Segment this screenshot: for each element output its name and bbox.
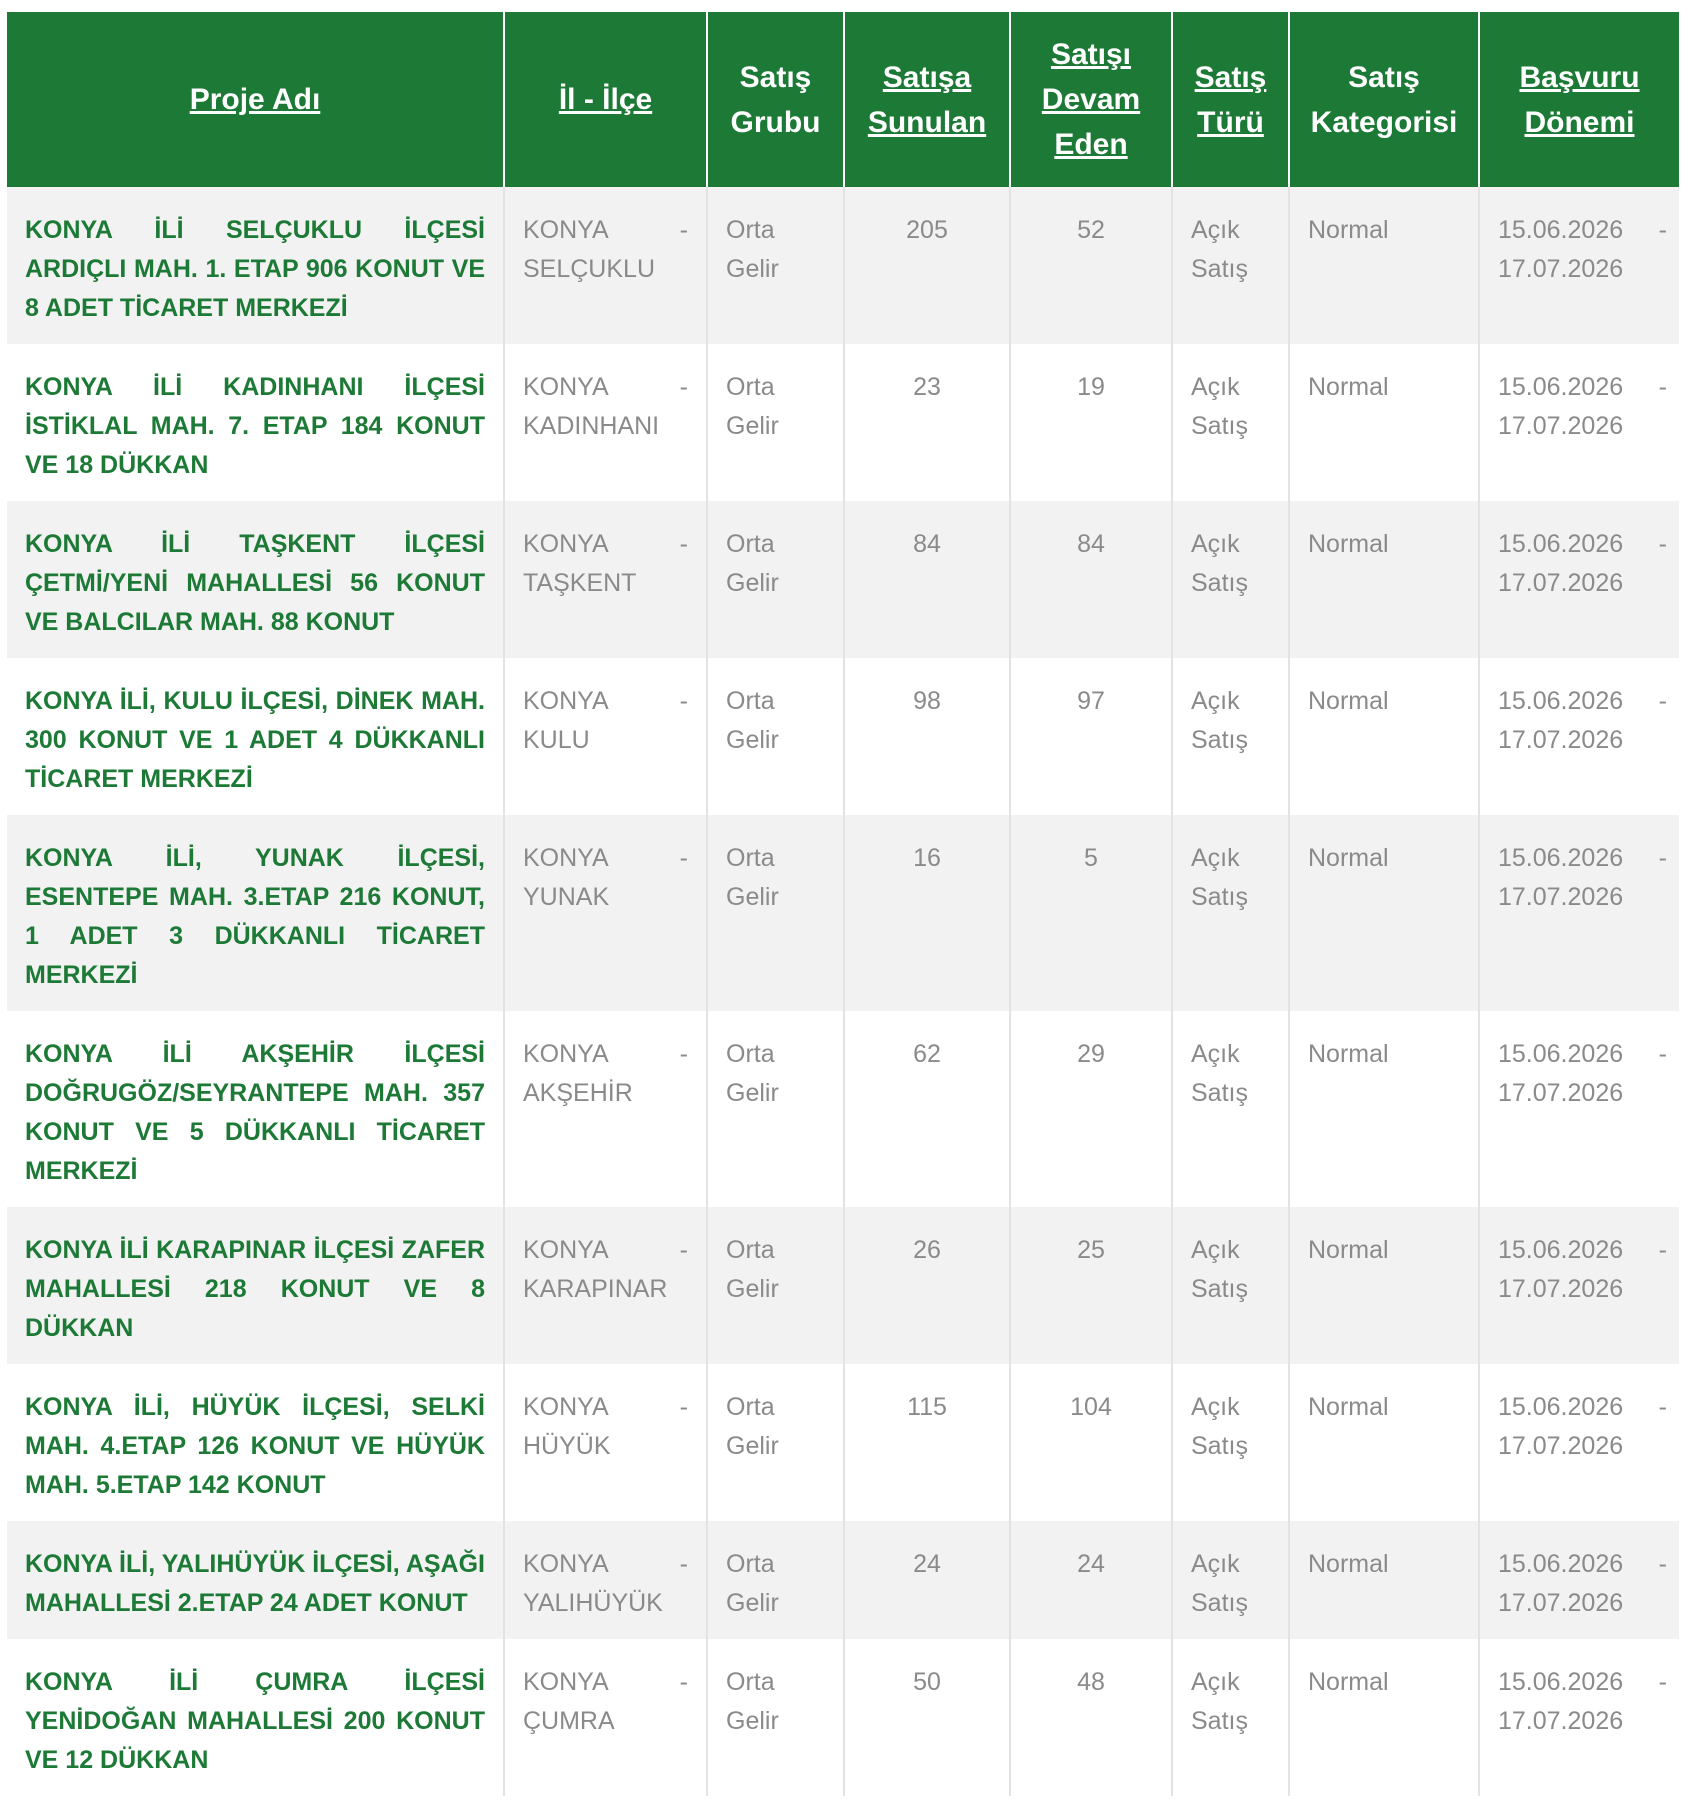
project-name-cell: KONYA İLİ KARAPINAR İLÇESİ ZAFER MAHALLESİ 218 KONUT VE 8 DÜKKAN (7, 1207, 504, 1364)
project-name-cell: KONYA İLİ, KULU İLÇESİ, DİNEK MAH. 300 KONUT VE 1 ADET 4 DÜKKANLI TİCARET MERKEZİ (7, 658, 504, 815)
application-period-cell: 15.06.2026 - 17.07.2026 (1479, 1521, 1679, 1639)
sales-category-cell: Normal (1289, 1639, 1479, 1796)
header-sales-type-label[interactable]: Satış Türü (1194, 60, 1267, 139)
offered-count-cell: 62 (844, 1011, 1010, 1207)
sales-type-cell: Açık Satış (1172, 1011, 1289, 1207)
location-cell: KONYA - YALIHÜYÜK (504, 1521, 707, 1639)
header-province-district-label[interactable]: İl - İlçe (558, 83, 653, 116)
table-row (7, 501, 1679, 658)
header-ongoing[interactable] (1010, 12, 1172, 187)
ongoing-count-cell: 84 (1010, 501, 1172, 658)
header-ongoing-label[interactable]: Satışı Devam Eden (1041, 38, 1141, 161)
sales-type-cell: Açık Satış (1172, 815, 1289, 1011)
header-application-period[interactable] (1479, 12, 1679, 187)
ongoing-count-cell: 104 (1010, 1364, 1172, 1521)
header-sales-type[interactable] (1172, 12, 1289, 187)
sales-group-cell: Orta Gelir (707, 501, 844, 658)
header-sales-group (707, 12, 844, 187)
sales-type-cell: Açık Satış (1172, 501, 1289, 658)
application-period-cell: 15.06.2026 - 17.07.2026 (1479, 1639, 1679, 1796)
application-period-cell: 15.06.2026 - 17.07.2026 (1479, 658, 1679, 815)
header-sales-group-label: Satış Grubu (730, 60, 821, 139)
application-period-cell: 15.06.2026 - 17.07.2026 (1479, 187, 1679, 344)
project-name-cell: KONYA İLİ ÇUMRA İLÇESİ YENİDOĞAN MAHALLESİ 200 KONUT VE 12 DÜKKAN (7, 1639, 504, 1796)
project-name-cell: KONYA İLİ, YUNAK İLÇESİ, ESENTEPE MAH. 3.ETAP 216 KONUT, 1 ADET 3 DÜKKANLI TİCARET MERKEZİ (7, 815, 504, 1011)
sales-group-cell: Orta Gelir (707, 187, 844, 344)
application-period-cell: 15.06.2026 - 17.07.2026 (1479, 815, 1679, 1011)
location-cell: KONYA - AKŞEHİR (504, 1011, 707, 1207)
sales-category-cell: Normal (1289, 187, 1479, 344)
sales-group-cell: Orta Gelir (707, 1364, 844, 1521)
sales-type-cell: Açık Satış (1172, 1207, 1289, 1364)
ongoing-count-cell: 25 (1010, 1207, 1172, 1364)
table-row (7, 658, 1679, 815)
table-row (7, 344, 1679, 501)
project-name-cell: KONYA İLİ, YALIHÜYÜK İLÇESİ, AŞAĞI MAHALLESİ 2.ETAP 24 ADET KONUT (7, 1521, 504, 1639)
sales-table-container (7, 12, 1679, 1796)
project-sales-table (7, 12, 1679, 1796)
ongoing-count-cell: 19 (1010, 344, 1172, 501)
table-row (7, 1521, 1679, 1639)
location-cell: KONYA - KADINHANI (504, 344, 707, 501)
header-offered[interactable] (844, 12, 1010, 187)
table-body (7, 187, 1679, 1796)
table-row (7, 1639, 1679, 1796)
ongoing-count-cell: 48 (1010, 1639, 1172, 1796)
location-cell: KONYA - SELÇUKLU (504, 187, 707, 344)
application-period-cell: 15.06.2026 - 17.07.2026 (1479, 1364, 1679, 1521)
sales-group-cell: Orta Gelir (707, 1521, 844, 1639)
project-name-cell: KONYA İLİ KADINHANI İLÇESİ İSTİKLAL MAH. 7. ETAP 184 KONUT VE 18 DÜKKAN (7, 344, 504, 501)
sales-type-cell: Açık Satış (1172, 344, 1289, 501)
ongoing-count-cell: 24 (1010, 1521, 1172, 1639)
sales-category-cell: Normal (1289, 815, 1479, 1011)
offered-count-cell: 50 (844, 1639, 1010, 1796)
ongoing-count-cell: 52 (1010, 187, 1172, 344)
application-period-cell: 15.06.2026 - 17.07.2026 (1479, 1011, 1679, 1207)
sales-group-cell: Orta Gelir (707, 1011, 844, 1207)
header-project-name[interactable] (7, 12, 504, 187)
sales-category-cell: Normal (1289, 344, 1479, 501)
sales-type-cell: Açık Satış (1172, 658, 1289, 815)
sales-category-cell: Normal (1289, 658, 1479, 815)
sales-type-cell: Açık Satış (1172, 1639, 1289, 1796)
ongoing-count-cell: 97 (1010, 658, 1172, 815)
sales-group-cell: Orta Gelir (707, 658, 844, 815)
table-row (7, 1364, 1679, 1521)
location-cell: KONYA - KARAPINAR (504, 1207, 707, 1364)
project-name-cell: KONYA İLİ, HÜYÜK İLÇESİ, SELKİ MAH. 4.ETAP 126 KONUT VE HÜYÜK MAH. 5.ETAP 142 KONUT (7, 1364, 504, 1521)
table-row (7, 1011, 1679, 1207)
location-cell: KONYA - ÇUMRA (504, 1639, 707, 1796)
ongoing-count-cell: 29 (1010, 1011, 1172, 1207)
project-name-cell: KONYA İLİ AKŞEHİR İLÇESİ DOĞRUGÖZ/SEYRANTEPE MAH. 357 KONUT VE 5 DÜKKANLI TİCARET MERKEZİ (7, 1011, 504, 1207)
sales-category-cell: Normal (1289, 1011, 1479, 1207)
offered-count-cell: 16 (844, 815, 1010, 1011)
table-row (7, 187, 1679, 344)
sales-group-cell: Orta Gelir (707, 1639, 844, 1796)
offered-count-cell: 98 (844, 658, 1010, 815)
header-sales-category (1289, 12, 1479, 187)
sales-category-cell: Normal (1289, 1521, 1479, 1639)
offered-count-cell: 26 (844, 1207, 1010, 1364)
offered-count-cell: 205 (844, 187, 1010, 344)
sales-type-cell: Açık Satış (1172, 187, 1289, 344)
application-period-cell: 15.06.2026 - 17.07.2026 (1479, 1207, 1679, 1364)
offered-count-cell: 23 (844, 344, 1010, 501)
project-name-cell: KONYA İLİ TAŞKENT İLÇESİ ÇETMİ/YENİ MAHALLESİ 56 KONUT VE BALCILAR MAH. 88 KONUT (7, 501, 504, 658)
header-offered-label[interactable]: Satışa Sunulan (867, 60, 987, 139)
offered-count-cell: 24 (844, 1521, 1010, 1639)
location-cell: KONYA - TAŞKENT (504, 501, 707, 658)
offered-count-cell: 115 (844, 1364, 1010, 1521)
application-period-cell: 15.06.2026 - 17.07.2026 (1479, 344, 1679, 501)
location-cell: KONYA - YUNAK (504, 815, 707, 1011)
header-sales-category-label: Satış Kategorisi (1310, 60, 1458, 139)
application-period-cell: 15.06.2026 - 17.07.2026 (1479, 501, 1679, 658)
sales-group-cell: Orta Gelir (707, 344, 844, 501)
sales-type-cell: Açık Satış (1172, 1521, 1289, 1639)
sales-type-cell: Açık Satış (1172, 1364, 1289, 1521)
project-name-cell: KONYA İLİ SELÇUKLU İLÇESİ ARDIÇLI MAH. 1. ETAP 906 KONUT VE 8 ADET TİCARET MERKEZİ (7, 187, 504, 344)
header-project-name-label[interactable]: Proje Adı (189, 83, 321, 116)
table-header-row (7, 12, 1679, 187)
sales-category-cell: Normal (1289, 1364, 1479, 1521)
sales-category-cell: Normal (1289, 1207, 1479, 1364)
table-row (7, 1207, 1679, 1364)
ongoing-count-cell: 5 (1010, 815, 1172, 1011)
sales-group-cell: Orta Gelir (707, 1207, 844, 1364)
sales-group-cell: Orta Gelir (707, 815, 844, 1011)
offered-count-cell: 84 (844, 501, 1010, 658)
sales-category-cell: Normal (1289, 501, 1479, 658)
table-row (7, 815, 1679, 1011)
header-province-district[interactable] (504, 12, 707, 187)
location-cell: KONYA - KULU (504, 658, 707, 815)
header-application-period-label[interactable]: Başvuru Dönemi (1519, 60, 1640, 139)
location-cell: KONYA - HÜYÜK (504, 1364, 707, 1521)
